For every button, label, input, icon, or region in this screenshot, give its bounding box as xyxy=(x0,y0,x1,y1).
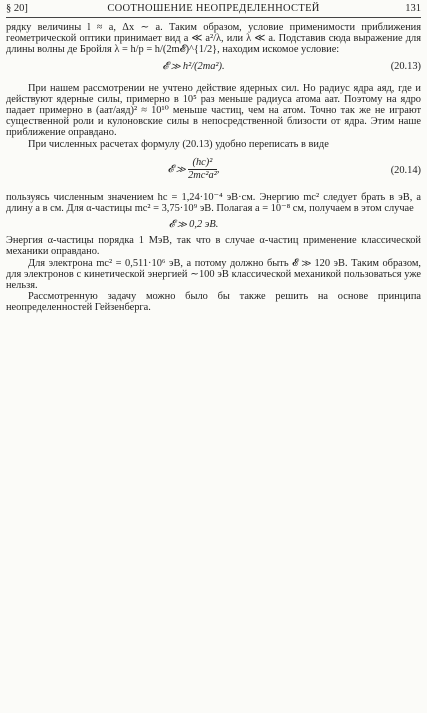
paragraph-3: При численных расчетах формулу (20.13) удобно переписать в виде xyxy=(28,138,329,150)
paragraph-6: Для электрона mc² = 0,511·10⁶ эВ, а потому должно быть 𝓔 ≫ 120 эВ. Таким образом, для электронов с кинетической энергией ∼100 эВ классической механикой пользоваться уже нельзя. xyxy=(6,257,421,292)
equation-20-14-body xyxy=(6,157,381,182)
equation-20-14-lhs: 𝓔 ≫ xyxy=(167,163,186,175)
section-number: § 20] xyxy=(6,3,28,14)
paragraph-5: Энергия α-частицы порядка 1 МэВ, так что в случае α-частиц применение классической механики оправдано. xyxy=(6,235,421,258)
running-title: СООТНОШЕНИЕ НЕОПРЕДЕЛЕННОСТЕЙ xyxy=(107,3,320,14)
equation-result-text: 𝓔 ≫ 0,2 эВ. xyxy=(168,219,219,231)
equation-20-14-denominator: 2mc²a² xyxy=(188,169,217,181)
paragraph-2: При нашем рассмотрении не учтено действие ядерных сил. Но радиус ядра aяд, где и действуют ядерные силы, примерно в 10⁵ раз меньше радиуса атома aат. Поэтому на ядро падает примерно в (aат/aяд)² ≈ 10¹⁰ меньше частиц, чем на атом. Точно так же не играют существенной роли и кулоновские силы в непосредственной близости от ядра. Этим наше приближение оправдано. xyxy=(6,82,421,139)
page-number: 131 xyxy=(405,3,421,14)
equation-20-13-text: 𝓔 ≫ h²/(2ma²). xyxy=(162,60,225,72)
equation-20-14-number: (20.14) xyxy=(390,164,421,176)
equation-20-14 xyxy=(6,153,421,189)
paragraph-4: пользуясь численным значением hc = 1,24·10⁻⁴ эВ·см. Энергию mc² следует брать в эВ, а длину a в см. Для α-частицы mc² = 3,75·10⁹ эВ. Полагая a = 10⁻⁸ см, получаем в этом случае xyxy=(6,191,421,215)
equation-result xyxy=(6,217,421,232)
equation-20-14-numerator: (hc)² xyxy=(188,157,217,170)
paragraph-7: Рассмотренную задачу можно было бы также решить на основе принципа неопределенностей Гейзенберга. xyxy=(6,291,421,314)
paragraph-1: рядку величины l ≈ a, Δx ∼ a. Таким образом, условие применимости приближения геометрической оптики принимает вид a ≪ a²/λ, или λ ≪ a. Подставив сюда выражение для длины волны де Бройля λ = h/p = h/(2m𝓔)^{1/2}, находим искомое условие: xyxy=(6,22,421,56)
header-rule xyxy=(6,17,421,18)
equation-20-14-fraction xyxy=(188,157,217,182)
page-body xyxy=(6,22,421,314)
equation-20-13-number: (20.13) xyxy=(390,60,421,72)
equation-20-14-tail: , xyxy=(216,163,220,175)
running-header xyxy=(6,3,421,17)
equation-20-13 xyxy=(6,59,421,74)
